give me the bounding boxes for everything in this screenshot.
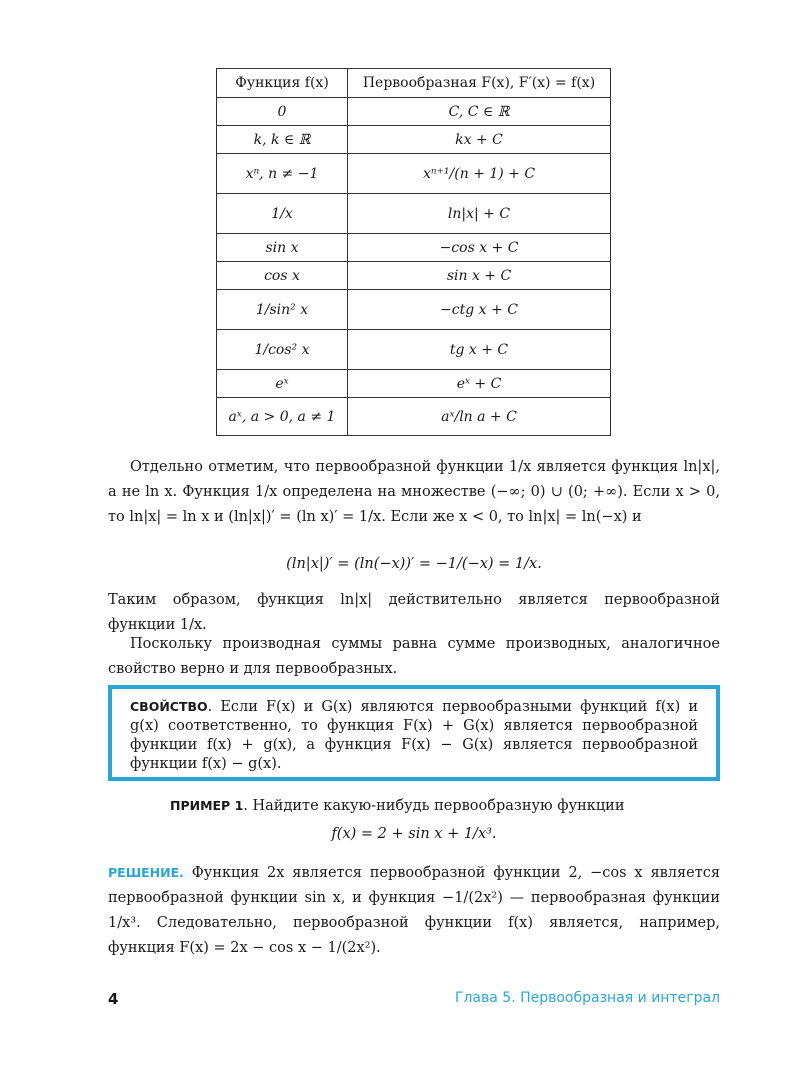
cell-antiderivative: tg x + C [348, 330, 611, 370]
paragraph-ln-note: Отдельно отметим, что первообразной функции 1/x является функция ln|x|, а не ln x. Функция 1/x определена на множестве (−∞; 0) ∪ (0; +∞). Если x > 0, то ln|x| = ln x и (ln|x|)′ = (ln x)′ = 1/x. Если же x < 0, то ln|x| = ln(−x) и [108, 459, 720, 525]
example-label: ПРИМЕР 1 [170, 798, 244, 813]
table-row [217, 154, 611, 194]
paragraph-conclusion: Таким образом, функция ln|x| действительно является первообразной функции 1/x. [108, 592, 720, 633]
table-row [217, 290, 611, 330]
cell-antiderivative: aˣ/ln a + C [348, 398, 611, 436]
paragraph-sum-derivatives: Поскольку производная суммы равна сумме производных, аналогичное свойство верно и для первообразных. [108, 636, 720, 677]
property-box [108, 685, 720, 781]
cell-antiderivative: eˣ + C [348, 370, 611, 398]
formula-ln-derivative: (ln|x|)′ = (ln(−x))′ = −1/(−x) = 1/x. [286, 556, 542, 572]
solution-text: Функция 2x является первообразной функции 2, −cos x является первообразной функции sin x, и функция −1/(2x²) — первообразная функции 1/x³. Следовательно, первообразной функции f(x) является, например, функция F(x) = 2x − cos x − 1/(2x²). [108, 865, 720, 956]
table-row [217, 194, 611, 234]
property-text: . Если F(x) и G(x) являются первообразными функций f(x) и g(x) соответственно, то функция F(x) + G(x) является первообразной функции f(x) + g(x), а функция F(x) − G(x) является первообразной функции f(x) − g(x). [130, 699, 698, 772]
chapter-title: Глава 5. Первообразная и интеграл [454, 990, 720, 1006]
table-row [217, 330, 611, 370]
table-row [217, 398, 611, 436]
table-row [217, 126, 611, 154]
antiderivative-table [216, 68, 611, 436]
example-statement [170, 793, 720, 819]
cell-function: 1/sin² x [217, 290, 348, 330]
cell-antiderivative: xⁿ⁺¹/(n + 1) + C [348, 154, 611, 194]
solution-paragraph [108, 860, 720, 961]
example-formula: f(x) = 2 + sin x + 1/x³. [331, 826, 497, 842]
cell-function: 1/x [217, 194, 348, 234]
cell-function: k, k ∈ ℝ [217, 126, 348, 154]
property-label: СВОЙСТВО [130, 699, 208, 714]
table-row [217, 370, 611, 398]
cell-antiderivative: sin x + C [348, 262, 611, 290]
cell-function: cos x [217, 262, 348, 290]
cell-function: eˣ [217, 370, 348, 398]
cell-function: 1/cos² x [217, 330, 348, 370]
table-row [217, 234, 611, 262]
table-header-row [217, 69, 611, 98]
cell-function: 0 [217, 98, 348, 126]
example-text: . Найдите какую-нибудь первообразную функции [243, 798, 625, 814]
cell-function: aˣ, a > 0, a ≠ 1 [217, 398, 348, 436]
solution-label: РЕШЕНИЕ. [108, 865, 184, 880]
table-row [217, 98, 611, 126]
header-antiderivative: Первообразная F(x), F′(x) = f(x) [348, 69, 611, 98]
table-row [217, 262, 611, 290]
cell-antiderivative: −ctg x + C [348, 290, 611, 330]
cell-antiderivative: C, C ∈ ℝ [348, 98, 611, 126]
cell-antiderivative: −cos x + C [348, 234, 611, 262]
cell-function: xⁿ, n ≠ −1 [217, 154, 348, 194]
header-function: Функция f(x) [217, 69, 348, 98]
cell-antiderivative: kx + C [348, 126, 611, 154]
cell-antiderivative: ln|x| + C [348, 194, 611, 234]
page-number: 4 [108, 990, 119, 1008]
cell-function: sin x [217, 234, 348, 262]
